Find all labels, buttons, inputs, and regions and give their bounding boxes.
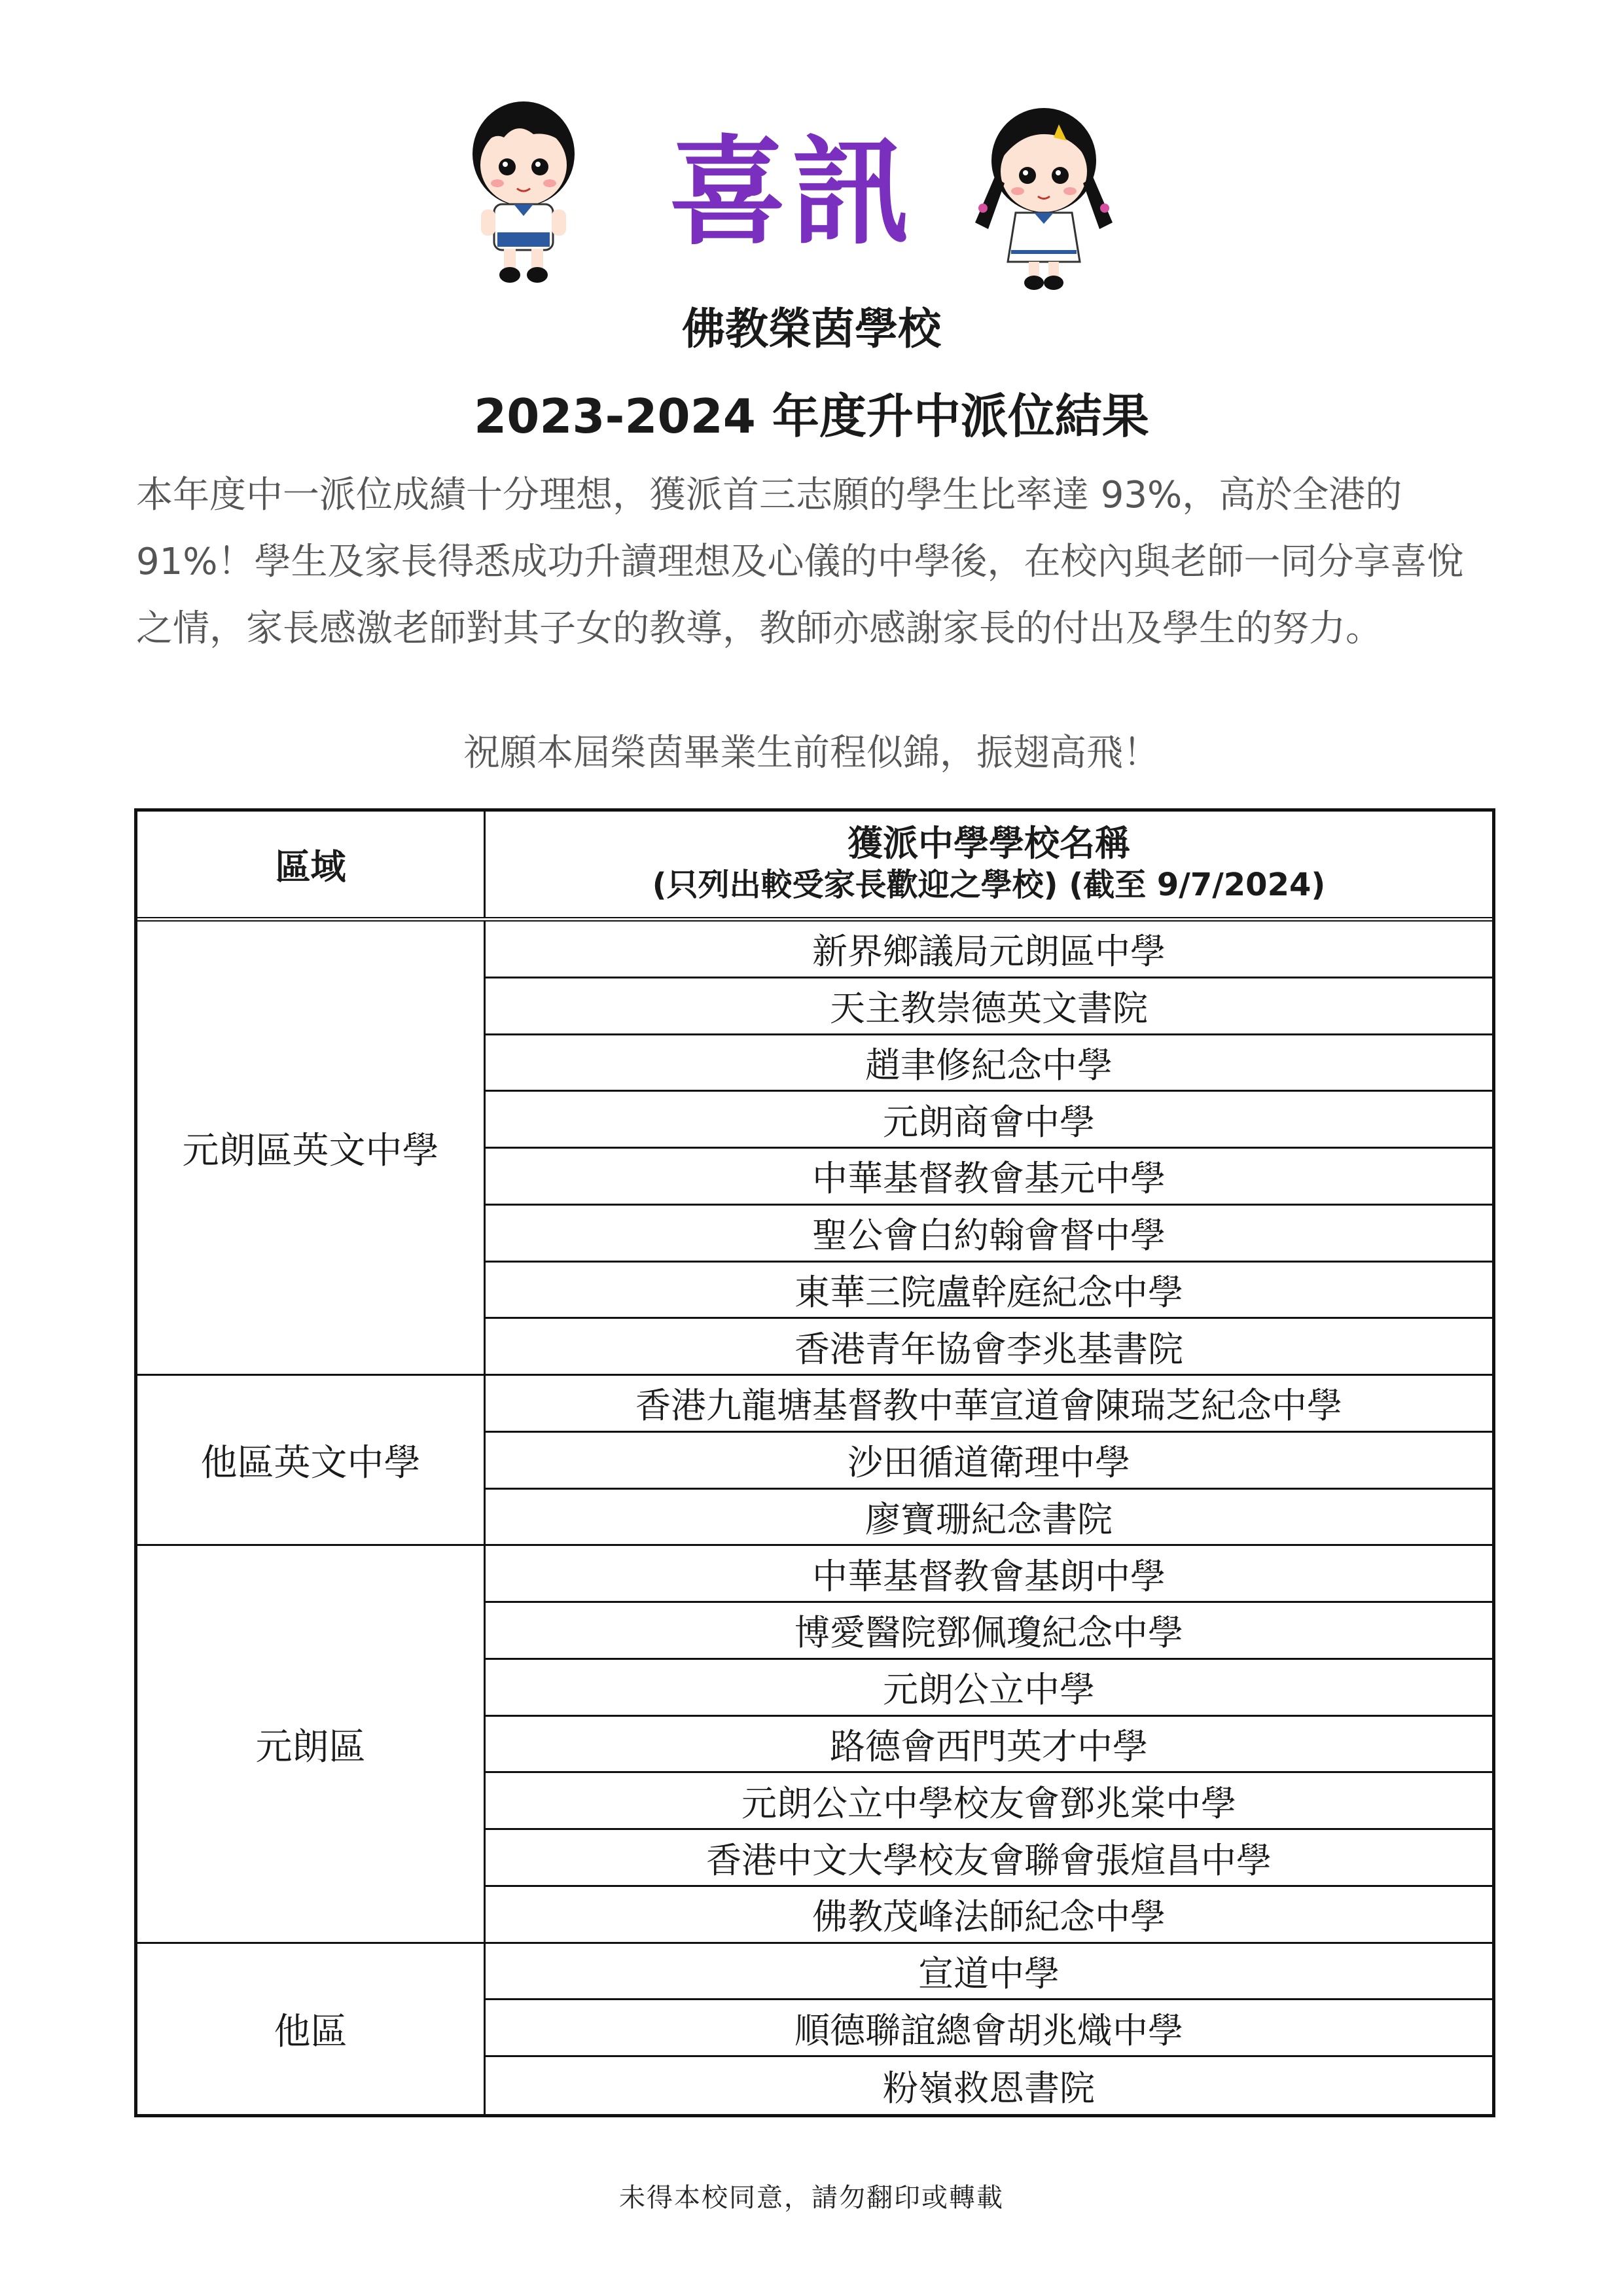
school-row: 元朗公立中學 bbox=[486, 1660, 1492, 1717]
region-cell: 元朗區英文中學 bbox=[137, 922, 484, 1376]
school-row: 聖公會白約翰會督中學 bbox=[486, 1206, 1492, 1263]
table-header bbox=[137, 812, 1492, 922]
region-cell: 他區英文中學 bbox=[137, 1376, 484, 1546]
school-row: 路德會西門英才中學 bbox=[486, 1717, 1492, 1774]
school-row: 香港九龍塘基督教中華宣道會陳瑞芝紀念中學 bbox=[486, 1376, 1492, 1433]
school-row: 元朗商會中學 bbox=[486, 1092, 1492, 1149]
school-row: 趙聿修紀念中學 bbox=[486, 1035, 1492, 1092]
school-row: 天主教崇德英文書院 bbox=[486, 978, 1492, 1035]
header-school-title: 獲派中學學校名稱 bbox=[847, 823, 1130, 864]
school-row: 中華基督教會基朗中學 bbox=[486, 1546, 1492, 1603]
school-row: 中華基督教會基元中學 bbox=[486, 1149, 1492, 1206]
school-row: 東華三院盧幹庭紀念中學 bbox=[486, 1263, 1492, 1319]
intro-paragraph: 本年度中一派位成績十分理想，獲派首三志願的學生比率達 93%，高於全港的 91%！學生及家長得悉成功升讀理想及心儀的中學後，在校內與老師一同分享喜悅之情，家長感激老師對其子女的教導，教師亦感謝家長的付出及學生的努力。 bbox=[136, 474, 1464, 650]
table-body bbox=[137, 922, 1492, 2114]
school-row: 順德聯誼總會胡兆熾中學 bbox=[486, 2000, 1492, 2057]
header-school bbox=[486, 812, 1492, 917]
headline: 喜訊 bbox=[668, 124, 915, 261]
school-row: 宣道中學 bbox=[486, 1944, 1492, 2001]
wish-line: 祝願本屆榮茵畢業生前程似錦，振翅高飛！ bbox=[463, 732, 1160, 774]
copyright-footer: 未得本校同意，請勿翻印或轉載 bbox=[619, 2183, 1004, 2213]
girl-student-illustration bbox=[969, 98, 1119, 295]
school-row: 粉嶺救恩書院 bbox=[883, 2068, 1095, 2109]
allocation-table bbox=[134, 808, 1495, 2117]
page-title: 2023-2024 年度升中派位結果 bbox=[474, 389, 1149, 444]
school-row: 佛教茂峰法師紀念中學 bbox=[486, 1887, 1492, 1944]
school-row: 香港青年協會李兆基書院 bbox=[486, 1319, 1492, 1376]
school-row: 新界鄉議局元朗區中學 bbox=[486, 922, 1492, 978]
school-row: 廖寶珊紀念書院 bbox=[486, 1490, 1492, 1547]
header-school-note: (只列出較受家長歡迎之學校) (截至 9/7/2024) bbox=[652, 867, 1326, 903]
boy-student-illustration bbox=[458, 92, 589, 288]
school-name: 佛教榮茵學校 bbox=[682, 304, 941, 354]
header-region: 區域 bbox=[137, 812, 486, 917]
school-row: 元朗公立中學校友會鄧兆棠中學 bbox=[486, 1773, 1492, 1830]
region-cell: 元朗區 bbox=[137, 1546, 484, 1943]
region-cell: 他區 bbox=[274, 2010, 348, 2053]
school-row: 博愛醫院鄧佩瓊紀念中學 bbox=[486, 1603, 1492, 1660]
school-row: 沙田循道衛理中學 bbox=[486, 1433, 1492, 1490]
school-row: 香港中文大學校友會聯會張煊昌中學 bbox=[486, 1830, 1492, 1887]
